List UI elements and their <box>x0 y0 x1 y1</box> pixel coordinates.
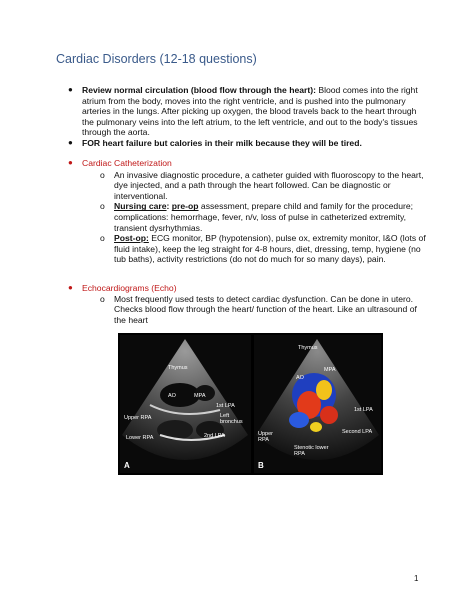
echo-panel-b <box>254 335 381 473</box>
bullet-dot: ● <box>68 85 73 94</box>
label-lower-rpa-a: Lower RPA <box>126 435 154 441</box>
bullet-cardiac-cath <box>56 158 426 265</box>
pre-op-label: pre-op <box>171 201 199 212</box>
label-1st-lpa-a: 1st LPA <box>216 403 235 409</box>
label-upper-rpa-b: Upper RPA <box>258 431 273 443</box>
label-stenotic-lower-rpa-b: Stenotic lower RPA <box>294 445 329 457</box>
label-1st-lpa-b: 1st LPA <box>354 407 373 413</box>
echo-description: Most frequently used tests to detect cardiac dysfunction. Can be done in utero. Checks blood flow through the heart/ function of the heart. Like an ultrasound of the heart <box>114 293 417 325</box>
bullet-normal-circulation <box>56 85 426 138</box>
sub-bullet-marker: o <box>100 201 105 212</box>
page-title: Cardiac Disorders (12-18 questions) <box>56 52 257 66</box>
label-upper-rpa-a: Upper RPA <box>124 415 152 421</box>
echo-panel-a <box>120 335 251 473</box>
sub-bullet-marker: o <box>100 293 105 304</box>
page-number: 1 <box>414 574 419 583</box>
pre-op-text: assessment, prepare child and family for the procedure; complications: hemorrhage, fever, n/v, loss of pulse in catheterized extremity, transient dysrhythmias. <box>114 201 414 233</box>
circulation-text: Blood comes into the right atrium from the body, moves into the right ventricle, and is pushed into the pulmonary arteries in the lungs. After picking up oxygen, the blood travels back to the heart through the pulmonary veins into the left atrium, to the left ventricle, and out to the body's tissues through the aorta. <box>82 85 418 138</box>
sub-bullet-marker: o <box>100 169 105 180</box>
label-ao-b: AO <box>296 375 304 381</box>
bullet-heart-failure <box>56 138 426 149</box>
panel-b-letter: B <box>258 461 264 470</box>
bullet-dot: ● <box>68 138 73 147</box>
nursing-care-label: Nursing care <box>114 201 167 212</box>
panel-a-letter: A <box>124 461 130 470</box>
cath-description: An invasive diagnostic procedure, a catheter guided with fluoroscopy to the heart, dye injected, and a path through the heart followed. Can be diagnostic or interventional. <box>114 169 424 201</box>
label-2nd-lpa-a: 2nd LPA <box>204 433 225 439</box>
bullet-echo <box>56 283 426 325</box>
label-thymus-a: Thymus <box>168 365 188 371</box>
post-op-text: ECG monitor, BP (hypotension), pulse ox, extremity monitor, I&O (lots of fluid intake), keep the leg straight for 4-8 hours, diet, dressing, temp, hygiene (no tub baths), activity restrictions (do not do much for so many days), pain. <box>114 233 426 265</box>
circulation-bold-text: Review normal circulation (blood flow through the heart): <box>82 85 316 95</box>
label-mpa-a: MPA <box>194 393 206 399</box>
nursing-care-colon: : <box>166 201 172 212</box>
heart-failure-text: FOR heart failure but calories in their milk because they will be tired. <box>82 138 362 148</box>
bullet-dot: ● <box>68 283 73 292</box>
echocardiogram-figure <box>118 333 383 475</box>
label-second-lpa-b: Second LPA <box>342 429 373 435</box>
post-op-label: Post-op: <box>114 233 149 244</box>
sub-bullet-marker: o <box>100 233 105 244</box>
label-ao-a: AO <box>168 393 176 399</box>
cardiac-cath-heading: Cardiac Catheterization <box>82 158 172 168</box>
label-mpa-b: MPA <box>324 367 336 373</box>
bullet-dot: ● <box>68 158 73 167</box>
label-left-bronchus-a: Left bronchus <box>220 413 243 425</box>
echo-heading: Echocardiograms (Echo) <box>82 283 177 293</box>
label-thymus-b: Thymus <box>298 345 318 351</box>
